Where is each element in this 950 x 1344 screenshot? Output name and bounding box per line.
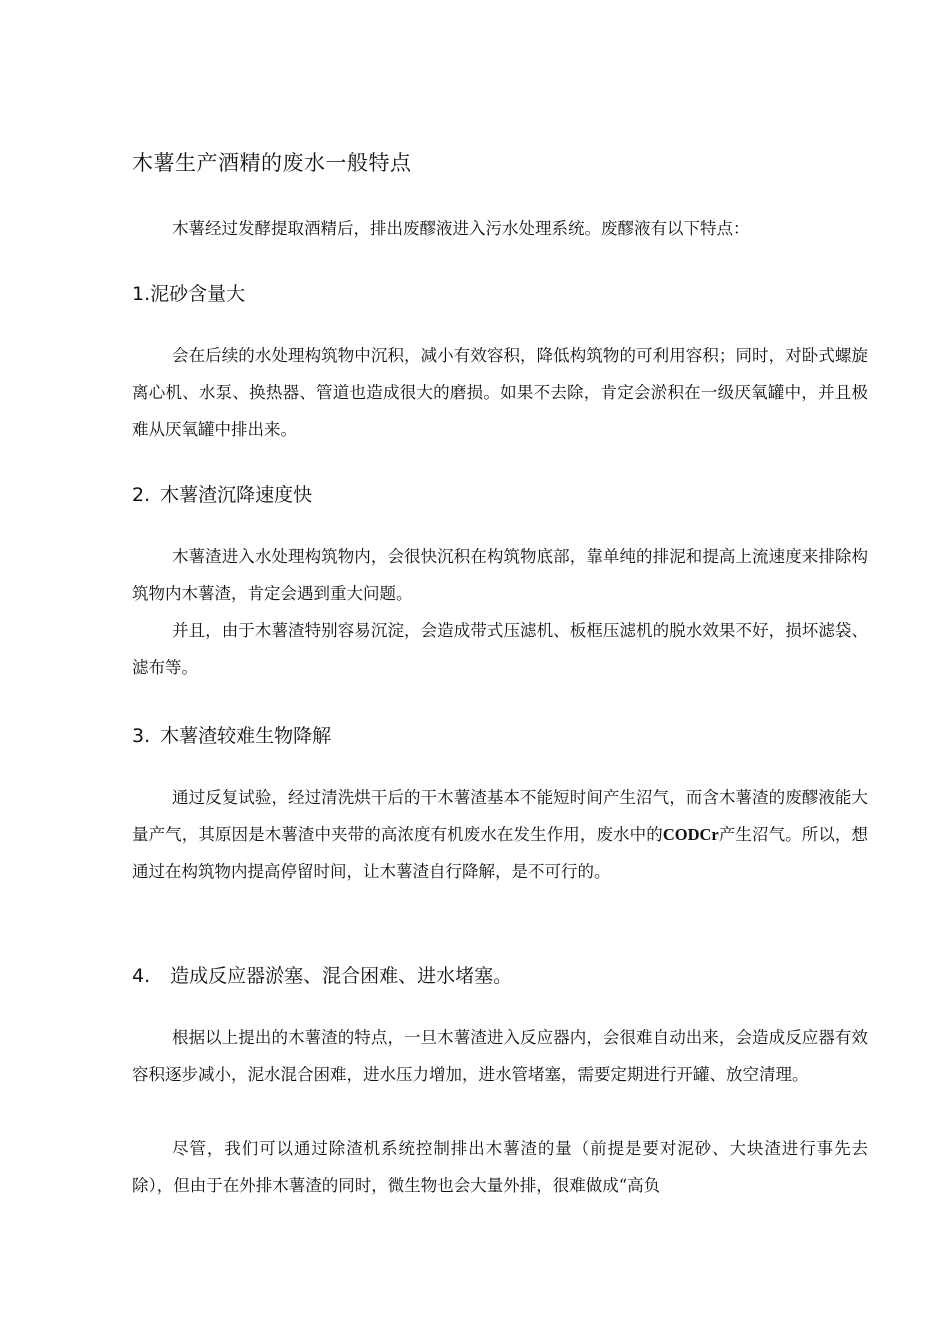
section-1-heading — [132, 280, 852, 308]
section-2-paragraph-2: 并且，由于木薯渣特别容易沉淀，会造成带式压滤机、板框压滤机的脱水效果不好，损坏滤袋、滤布等。 — [132, 621, 868, 677]
codcr-term: CODCr — [662, 825, 719, 844]
document-title: 木薯生产酒精的废水一般特点 — [132, 151, 412, 175]
section-3-text-a: 通过反复试验，经过清洗烘干后的干木薯渣基本不能短时间产生沼气，而含木薯渣的废醪液能大量产气，其原因是木薯渣中夹带的高浓度有机废水在发生作用，废水中的 — [132, 788, 868, 844]
section-2-paragraph-1: 木薯渣进入水处理构筑物内，会很快沉积在构筑物底部，靠单纯的排泥和提高上流速度来排除构筑物内木薯渣，肯定会遇到重大问题。 — [132, 547, 868, 603]
section-4-number: 4. — [132, 965, 151, 987]
section-3-paragraph — [132, 779, 868, 890]
section-3-number: 3. — [132, 725, 151, 747]
section-2-title: 木薯渣沉降速度快 — [160, 484, 313, 506]
section-2-heading — [132, 481, 852, 509]
section-1-paragraph: 会在后续的水处理构筑物中沉积，减小有效容积，降低构筑物的可利用容积；同时，对卧式螺旋离心机、水泵、换热器、管道也造成很大的磨损。如果不去除，肯定会淤积在一级厌氧罐中，并且极难从厌氧罐中排出来。 — [132, 346, 868, 439]
section-3-heading — [132, 722, 852, 750]
section-3-title: 木薯渣较难生物降解 — [160, 725, 332, 747]
section-3-text-b: 产生沼气。所以，想通过在构筑物内提高停留时间，让木薯渣自行降解，是不可行的。 — [132, 825, 869, 881]
section-4-heading — [132, 962, 852, 990]
section-4-paragraph-1: 根据以上提出的木薯渣的特点，一旦木薯渣进入反应器内，会很难自动出来，会造成反应器有效容积逐步减小，泥水混合困难，进水压力增加，进水管堵塞，需要定期进行开罐、放空清理。 — [132, 1028, 868, 1084]
section-4-title: 造成反应器淤塞、混合困难、进水堵塞。 — [170, 965, 513, 987]
section-1-title: 泥砂含量大 — [150, 283, 246, 305]
section-4-paragraph-2: 尽管，我们可以通过除渣机系统控制排出木薯渣的量（前提是要对泥砂、大块渣进行事先去除），但由于在外排木薯渣的同时，微生物也会大量外排，很难做成“高负 — [132, 1139, 868, 1195]
section-1-number: 1. — [132, 283, 151, 305]
section-2-number: 2. — [132, 484, 151, 506]
intro-paragraph: 木薯经过发酵提取酒精后，排出废醪液进入污水处理系统。废醪液有以下特点： — [172, 219, 750, 238]
